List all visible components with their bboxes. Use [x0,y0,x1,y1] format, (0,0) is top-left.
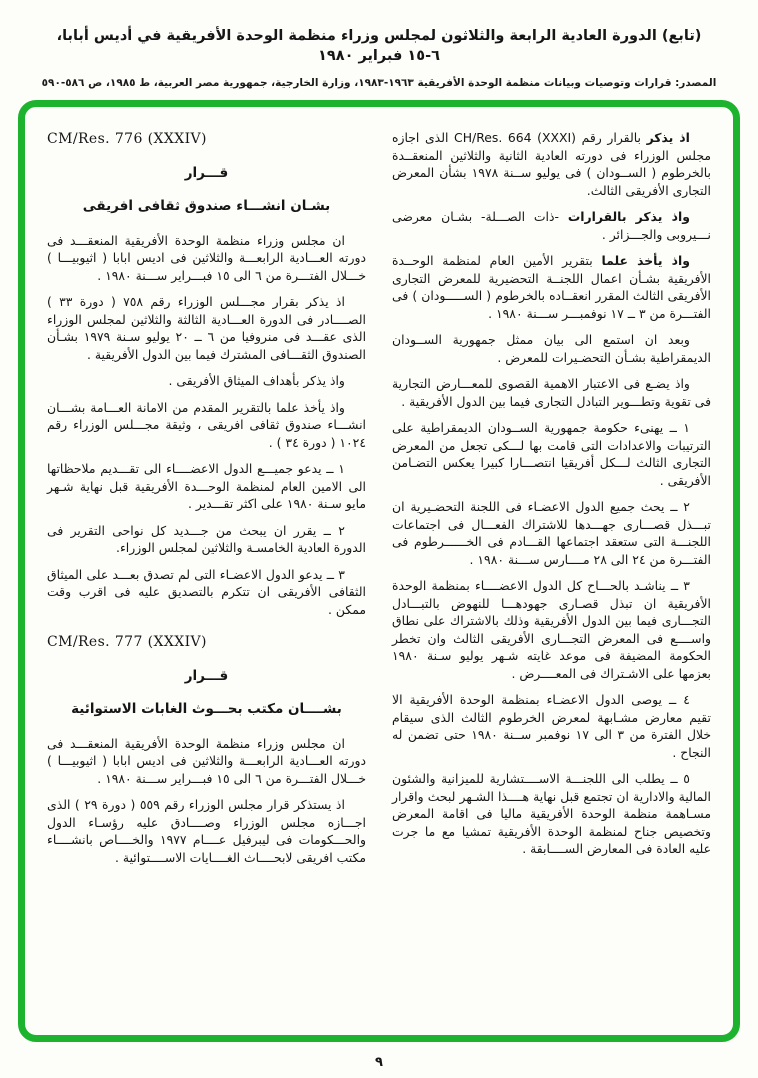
resolution-code: CM/Res. 777 (XXXIV) [47,634,207,650]
resolution-body [47,232,366,619]
paragraph: واذ يأخذ علما بتقرير الأمين العام لمنظمة الوحــدة الأفريقية بشـأن اعمال اللجنــة التحضيرية للمعرض التجارى الأفريقى الثالث المقرر انعقــاده بالخرطوم ( الســـــودان ) فى الفتـــرة من ٣ ــ ١٧ نوفمبـــر ســـنة ١٩٨٠ . [392,253,711,321]
paragraph: اذ يذكر بالقرار رقم CH/Res. 664 (XXXI) الذى اجازه مجلس الوزراء فى دورته العادية الثانية والثلاثين المنعقــدة بالخرطوم ( الســودان ) فى يوليو ســنة ١٩٧٨ بشأن المعرض التجارى الأفريقى الثالث. [392,130,711,198]
resolution-subject: بشــــان مكتب بحـــوث الغابات الاستوائية [71,701,342,717]
paragraph: ٥ ــ يطلب الى اللجنـــة الاســــتشارية للميزانية والشئون المالية والادارية ان تجتمع قبل نهاية هــــذا الشـهر لبحث واقرار مسـاهمة منظمة الوحدة الأفريقية ماليا فى اقامة المعرض وتخصيص جناح لمنظمة الوحدة الأفريقية تمشيا مع ما جرت عليه العادة فى المعارض الســــابقة . [392,771,711,856]
paragraph: ٣ ــ يناشـد بالحـــاح كل الدول الاعضــــاء بمنظمة الوحدة الأفريقية ان تبذل قصـارى جهودهـــا للنهوض بالتبـــادل التجـــارى فيما بين الدول الأفريقية وذلك بالاشتراك على نطاق واســــع فى المعرض التجـــارى الأفريقى الثالث وان تخطر الحكومة المضيفة فى موعد غايته شـهر يوليو سـنة ١٩٨٠ بعزمها على الاشـتراك فى المعــــرض . [392,578,711,681]
resolution-body [47,735,366,867]
paragraph: واذ يذكر بأهداف الميثاق الأفريقى . [168,373,345,388]
paragraph: ٢ ــ يحث جميع الدول الاعضـاء فى اللجنة التحضـيرية ان تبـــذل قصـــارى جهـــدها للاشتراك الفعـــال فى اجتماعات اللجنـــة التى ستعقد اجتماعها القـــادم فى الخــــــرطوم فى الفتـــرة من ٢٤ الى ٢٨ مــــارس ســـنة ١٩٨٠ . [392,499,711,567]
paragraph: واذ يذكر بالقرارات -ذات الصـــلة- بشـان معرضى نـــيروبى والجـــزائر . [392,209,711,242]
paragraph: اذ يذكر بقرار مجـــلس الوزراء رقم ٧٥٨ ( دورة ٣٣ ) الصــــادر فى الدورة العـــادية الثالثة والثلاثين لمجلس الوزراء الذى عقـــد فى منروفيا من ٦ ــ ٢٠ يوليو سـنة ١٩٧٩ بشـأن الصندوق الثقـــافى المشترك فيما بين الدول الأفريقية . [47,294,367,362]
paragraph: ١ ــ يدعو جميـــع الدول الاعضــــاء الى تقـــديم ملاحظاتها الى الامين العام لمنظمة الوحـــدة الأفريقية قبل نهاية شـهر مايو سـنة ١٩٨٠ على اكثر تقـــدير . [47,461,366,511]
resolution-code: CM/Res. 776 (XXXIV) [47,131,207,147]
resolution-heading: قـــرار [184,667,229,684]
resolution-heading: قـــرار [184,164,229,181]
paragraph: وبعد ان استمع الى بيان ممثل جمهورية الســودان الديمقراطية بشـأن التحضـيرات للمعرض . [392,332,711,365]
resolution-block-777 [47,634,366,866]
paragraph-lead: واذ يذكر بالقرارات [567,209,690,224]
left-column [47,129,366,1021]
header-title: (تابع) الدورة العادية الرابعة والثلاثون لمجلس وزراء منظمة الوحدة الأفريقية في أديس أبابا، ٦-١٥ فبراير ١٩٨٠ [56,28,702,65]
paragraph: ان مجلس وزراء منظمة الوحدة الأفريقية المنعقـــد فى دورته العـــادية الرابعـــة والثلاثين فى اديس ابابا ( اثيوبيـــا ) خـــلال الفتـــرة من ٦ الى ١٥ فبـــراير ســـنة ١٩٨٠ . [47,735,366,786]
resolution-block-776 [47,131,366,618]
paragraph: ١ ــ يهنىء حكومة جمهورية الســودان الديمقراطية على الترتيبات والاعدادات التى قامت بها لـــكى تجعل من المعرض التجارى الثالث لـــكل أفريقيا انتصـــارا كبيرا يعكس التضـامن الأفريقى . [392,420,711,488]
paragraph: واذ يضـع فى الاعتبار الاهمية القصوى للمعـــارض التجارية فى تقوية وتطـــوير التبادل التجارى فيما بين الدول الأفريقية . [392,376,711,409]
paragraph: واذ يأخذ علما بالتقرير المقدم من الامانة العـــامة بشـــان انشـــاء صندوق ثقافى افريقى ، وثيقة مجـــلس الوزراء رقم ١٠٢٤ ( دورة ٣٤ ) . [47,399,366,450]
paragraph: ٢ ــ يقرر ان يبحث من جـــديد كل نواحى التقرير فى الدورة العادية الخامسـة والثلاثين لمجلس الوزراء. [47,522,366,555]
page-number: ٩ [375,1055,383,1070]
green-border-frame [18,100,740,1042]
header-source: المصدر: قرارات وتوصيات وبيانات منظمة الوحدة الأفريقية ١٩٦٣-١٩٨٣، وزارة الخارجية، جمهورية مصر العربية، ط ١٩٨٥، ص ٥٨٦-٥٩٠ [41,76,717,89]
paragraph-lead: واذ يأخذ علما [601,253,690,268]
columns-container [25,107,733,1035]
right-column [392,129,711,1021]
paragraph: ٣ ــ يدعو الدول الاعضـاء التى لم تصدق بعـــد على الميثاق الثقافى الأفريقى ان تتكرم بالتصديق عليه فى اقرب وقت ممكن . [47,566,366,617]
document-header [38,26,720,90]
paragraph: ٤ ــ يوصى الدول الاعضـاء بمنظمة الوحدة الأفريقية الا تقيم معارض مشـابهة لمعرض الخرطوم الثالث الذى سيقام خلال الفترة من ٣ الى ١٧ نوفمبر ســنة ١٩٨٠ حتى تضمن له النجاح . [392,692,712,760]
resolution-subject: بشـان انشـــاء صندوق ثقافى افريقى [82,198,331,214]
paragraph: ان مجلس وزراء منظمة الوحدة الأفريقية المنعقـــد فى دورته العـــادية الرابعـــة والثلاثين فى اديس ابابا ( اثيوبيـــا ) خـــلال الفتـــرة من ٦ الى ١٥ فبـــراير ســـنة ١٩٨٠ . [47,232,366,283]
paragraph: اذ يستذكر قرار مجلس الوزراء رقم ٥٥٩ ( دورة ٢٩ ) الذى اجـــازه مجلس الوزراء وصــــادق عليه رؤسـاء الدول والحـــكومات فى ليبرفيل عــــام ١٩٧٧ والخــــاص بانشــــاء مكتب افريقى لابحــــاث الغــــايات الاســــتوائية . [47,797,366,865]
paragraph-lead: اذ يذكر [646,130,690,145]
